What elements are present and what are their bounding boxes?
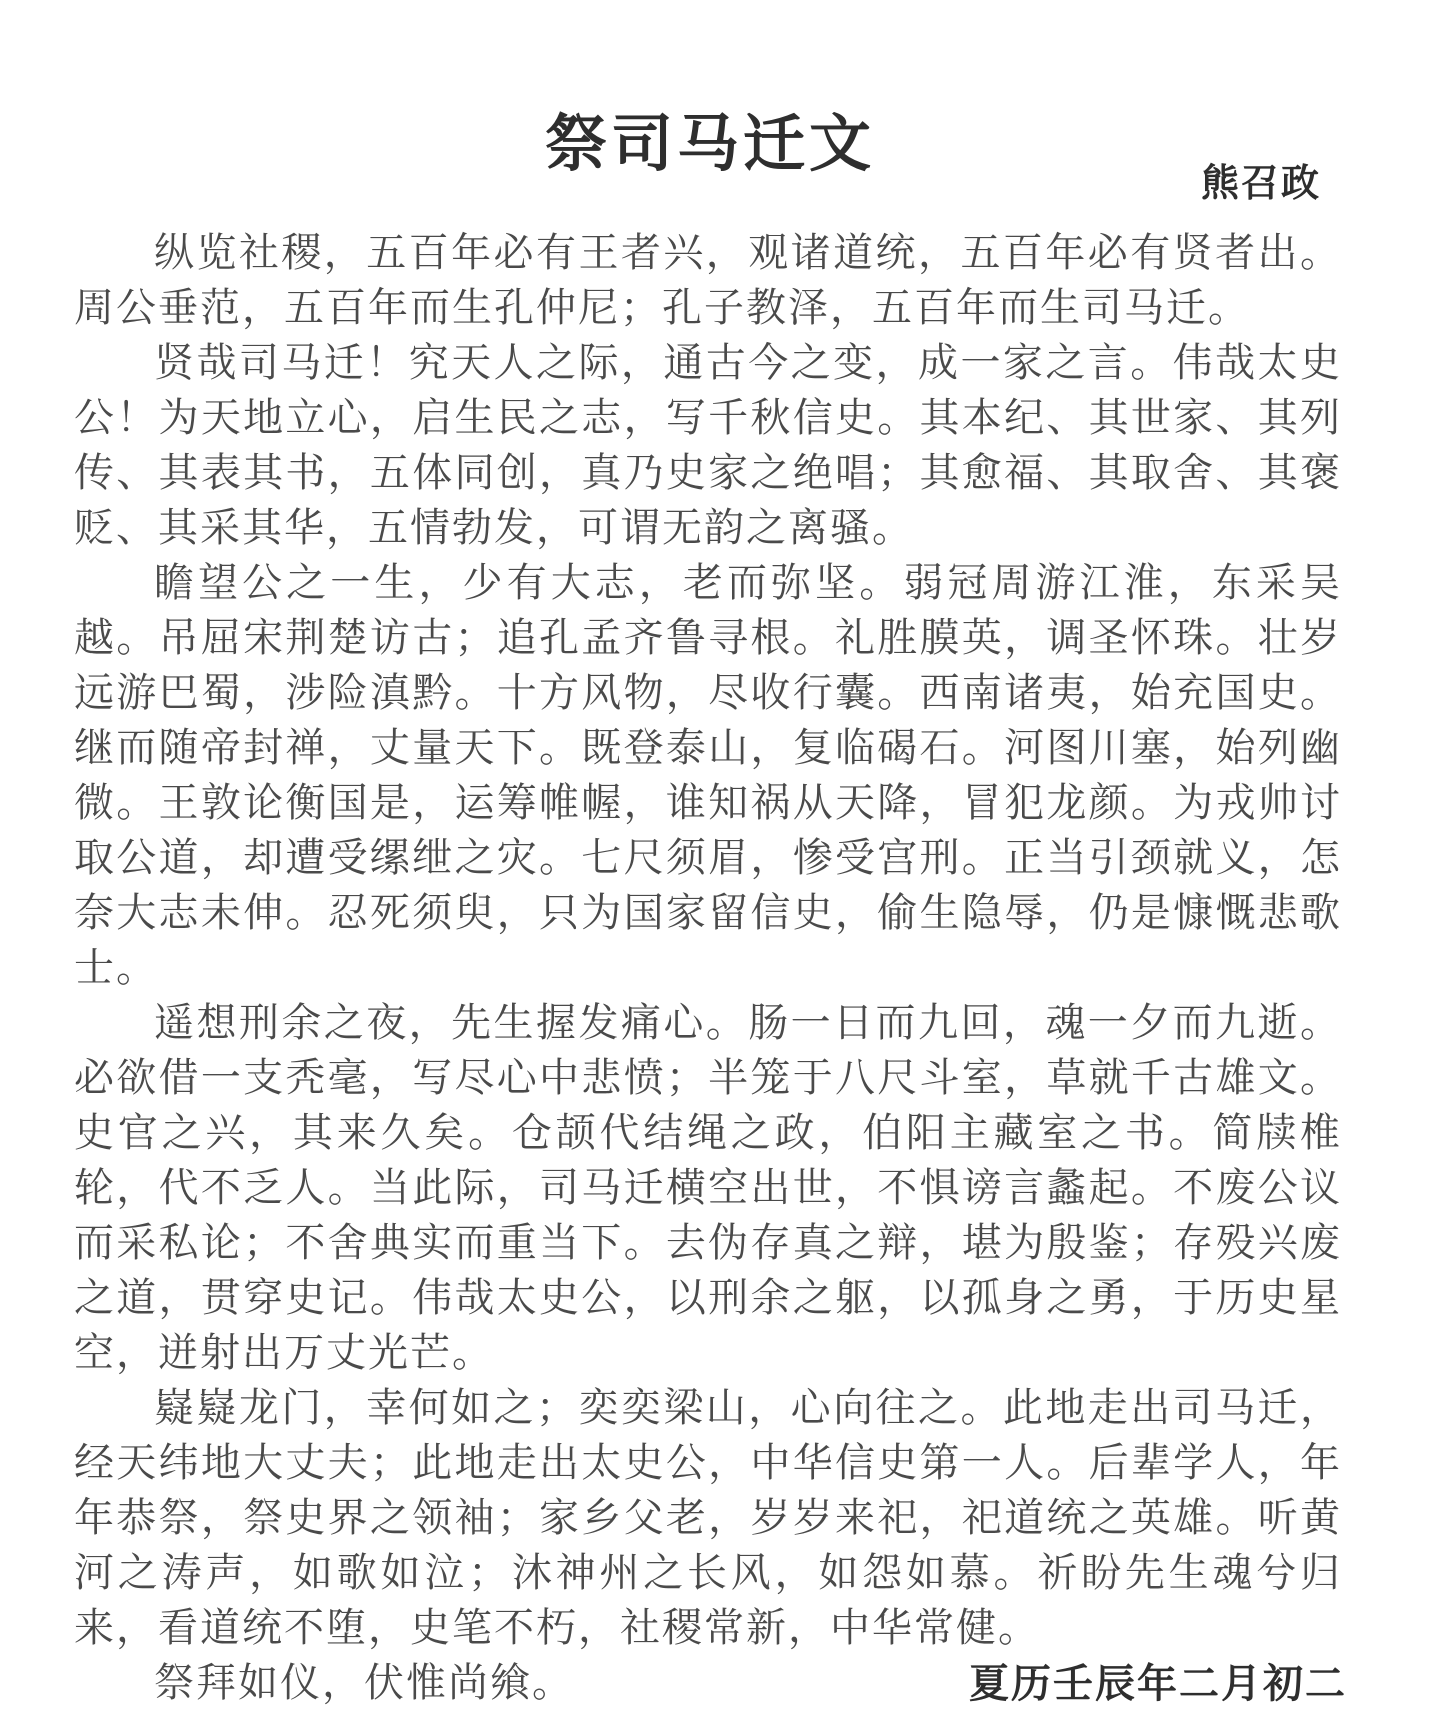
document-title: 祭司马迁文 <box>544 106 875 180</box>
paragraph-3: 瞻望公之一生，少有大志，老而弥坚。弱冠周游江淮，东采吴越。吊屈宋荆楚访古；追孔孟齐鲁寻根。礼胜膜英，调圣怀珠。壮岁远游巴蜀，涉险滇黔。十方风物，尽收行囊。西南诸夷，始充国史。继而随帝封禅，丈量天下。既登泰山，复临碣石。河图川塞，始列幽微。王敦论衡国是，运筹帷幄，谁知祸从天降，冒犯龙颜。为戎帅讨取公道，却遭受缧绁之灾。七尺须眉，惨受宫刑。正当引颈就义，怎奈大志未伸。忍死须臾，只为国家留信史，偷生隐辱，仍是慷慨悲歌士。 <box>74 560 1342 991</box>
document-date: 夏历壬辰年二月初二 <box>969 1661 1347 1707</box>
document-body <box>74 226 1342 1711</box>
paragraph-2: 贤哉司马迁！究天人之际，通古今之变，成一家之言。伟哉太史公！为天地立心，启生民之志，写千秋信史。其本纪、其世家、其列传、其表其书，五体同创，真乃史家之绝唱；其愈福、其取舍、其褒贬、其采其华，五情勃发，可谓无韵之离骚。 <box>74 340 1342 551</box>
paragraph-4: 遥想刑余之夜，先生握发痛心。肠一日而九回，魂一夕而九逝。必欲借一支秃毫，写尽心中悲愤；半笼于八尺斗室，草就千古雄文。史官之兴，其来久矣。仓颉代结绳之政，伯阳主藏室之书。简牍椎轮，代不乏人。当此际，司马迁横空出世，不惧谤言蠡起。不废公议而采私论；不舍典实而重当下。去伪存真之辩，堪为殷鉴；存殁兴废之道，贯穿史记。伟哉太史公，以刑余之躯，以孤身之勇，于历史星空，迸射出万丈光芒。 <box>74 1000 1342 1376</box>
author-name: 熊召政 <box>1200 161 1321 205</box>
paragraph-6: 祭拜如仪，伏惟尚飨。 <box>154 1660 574 1706</box>
paragraph-1: 纵览社稷，五百年必有王者兴，观诸道统，五百年必有贤者出。周公垂范，五百年而生孔仲尼；孔子教泽，五百年而生司马迁。 <box>74 230 1342 331</box>
paragraph-5: 嶷嶷龙门，幸何如之；奕奕梁山，心向往之。此地走出司马迁，经天纬地大丈夫；此地走出太史公，中华信史第一人。后辈学人，年年恭祭，祭史界之领袖；家乡父老，岁岁来祀，祀道统之英雄。听黄河之涛声，如歌如泣；沐神州之长风，如怨如慕。祈盼先生魂兮归来，看道统不堕，史笔不朽，社稷常新，中华常健。 <box>74 1385 1342 1651</box>
